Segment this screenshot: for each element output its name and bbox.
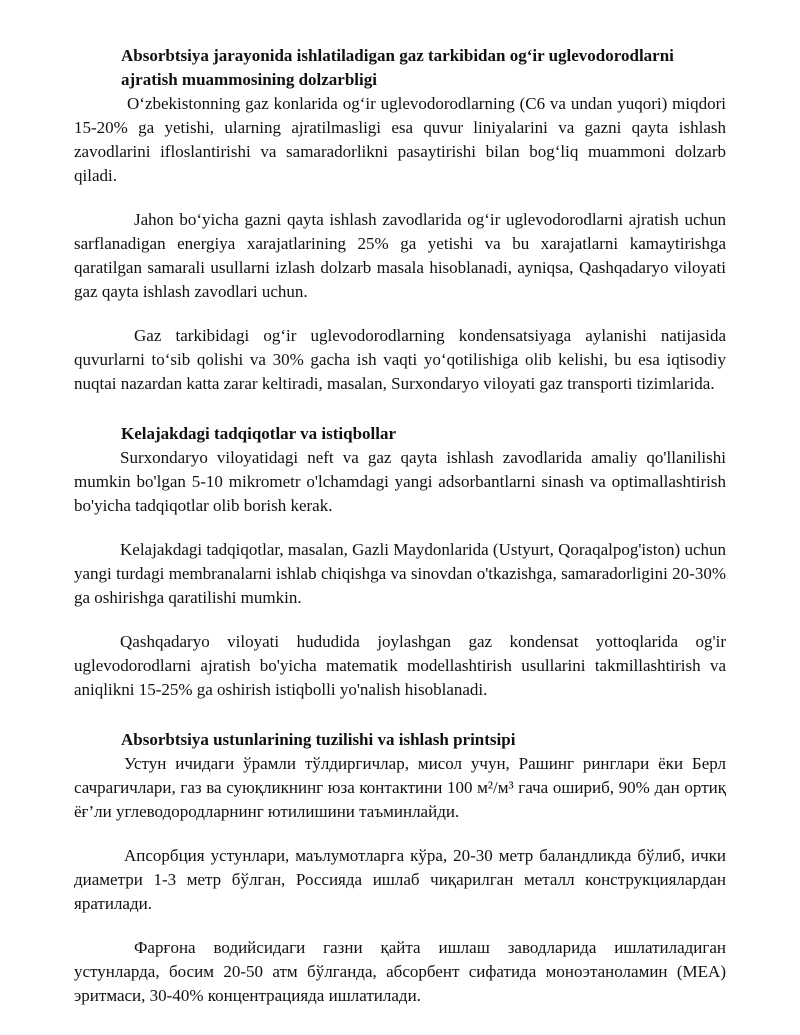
paragraph-spacer: [74, 518, 726, 538]
section-heading-future-research: Kelajakdagi tadqiqotlar va istiqbollar: [121, 424, 397, 443]
paragraph-spacer: [74, 188, 726, 208]
paragraph: Qashqadaryo viloyati hududida joylashgan gaz kondensat yottoqlarida og'ir uglevodorodlarni ajratish bo'yicha matematik modellashtirish usullarini takmillashtirish va aniqlikni 15-25% ga oshirish istiqbolli yo'nalish hisoblanadi.: [74, 632, 726, 699]
section-heading-absorption-columns: Absorbtsiya ustunlarining tuzilishi va ishlash printsipi: [121, 730, 516, 749]
paragraph: Kelajakdagi tadqiqotlar, masalan, Gazli Maydonlarida (Ustyurt, Qoraqalpog'iston) uchun yangi turdagi membranalarni ishlab chiqishga va sinovdan o'tkazishga, samaradorligini 20-30% ga oshirishga qaratilishi mumkin.: [74, 540, 726, 607]
paragraph: Surxondaryo viloyatidagi neft va gaz qayta ishlash zavodlarida amaliy qo'llanilishi mumkin bo'lgan 5-10 mikrometr o'lchamdagi yangi adsorbantlarni sinash va optimallashtirish bo'yicha tadqiqotlar olib borish kerak.: [74, 448, 726, 515]
paragraph: Фарғона водийсидаги газни қайта ишлаш заводларида ишлатиладиган устунларда, босим 20-50 атм бўлганда, абсорбент сифатида моноэтаноламин (МЕА) эритмаси, 30-40% концентрацияда ишлатилади.: [74, 938, 726, 1005]
section-spacer: [74, 396, 726, 422]
section-heading-relevance: Absorbtsiya jarayonida ishlatiladigan gaz tarkibidan og‘ir uglevodorodlarni ajratish muammosining dolzarbligi: [121, 46, 674, 89]
paragraph-spacer: [74, 916, 726, 936]
paragraph-spacer: [74, 610, 726, 630]
paragraph-spacer: [74, 304, 726, 324]
paragraph: Устун ичидаги ўрамли тўлдиргичлар, мисол учун, Рашинг ринглари ёки Берл сачрагичлари, газ ва суюқликнинг юза контактини 100 м²/м³ гача ошириб, 90% дан ортиқ ёғ’ли углеводородларнинг ютилишини таъминлайди.: [74, 754, 726, 821]
paragraph: Апсорбция устунлари, маълумотларга кўра, 20-30 метр баландликда бўлиб, ички диаметри 1-3 метр бўлган, Россияда ишлаб чиқарилган металл конструкциялардан яратилади.: [74, 846, 726, 913]
paragraph-spacer: [74, 824, 726, 844]
paragraph: Jahon bo‘yicha gazni qayta ishlash zavodlarida og‘ir uglevodorodlarni ajratish uchun sarflanadigan energiya xarajatlarining 25% ga yetishi va bu xarajatlarni kamaytirishga qaratilgan samarali usullarni izlash dolzarb masala hisoblanadi, ayniqsa, Qashqadaryo viloyati gaz qayta ishlash zavodlari uchun.: [74, 210, 726, 301]
paragraph: Gaz tarkibidagi og‘ir uglevodorodlarning kondensatsiyaga aylanishi natijasida quvurlarni to‘sib qolishi va 30% gacha ish vaqti yo‘qotilishiga olib kelishi, bu esa iqtisodiy nuqtai nazardan katta zarar keltiradi, masalan, Surxondaryo viloyati gaz transporti tizimlarida.: [74, 326, 726, 393]
section-spacer: [74, 702, 726, 728]
paragraph: O‘zbekistonning gaz konlarida og‘ir uglevodorodlarning (C6 va undan yuqori) miqdori 15-20% ga yetishi, ularning ajratilmasligi esa quvur liniyalarini va gazni qayta ishlash zavodlarini ifloslantirishi va samaradorlikni pasaytirishi bilan bog‘liq muammoni dolzarb qiladi.: [74, 94, 726, 185]
